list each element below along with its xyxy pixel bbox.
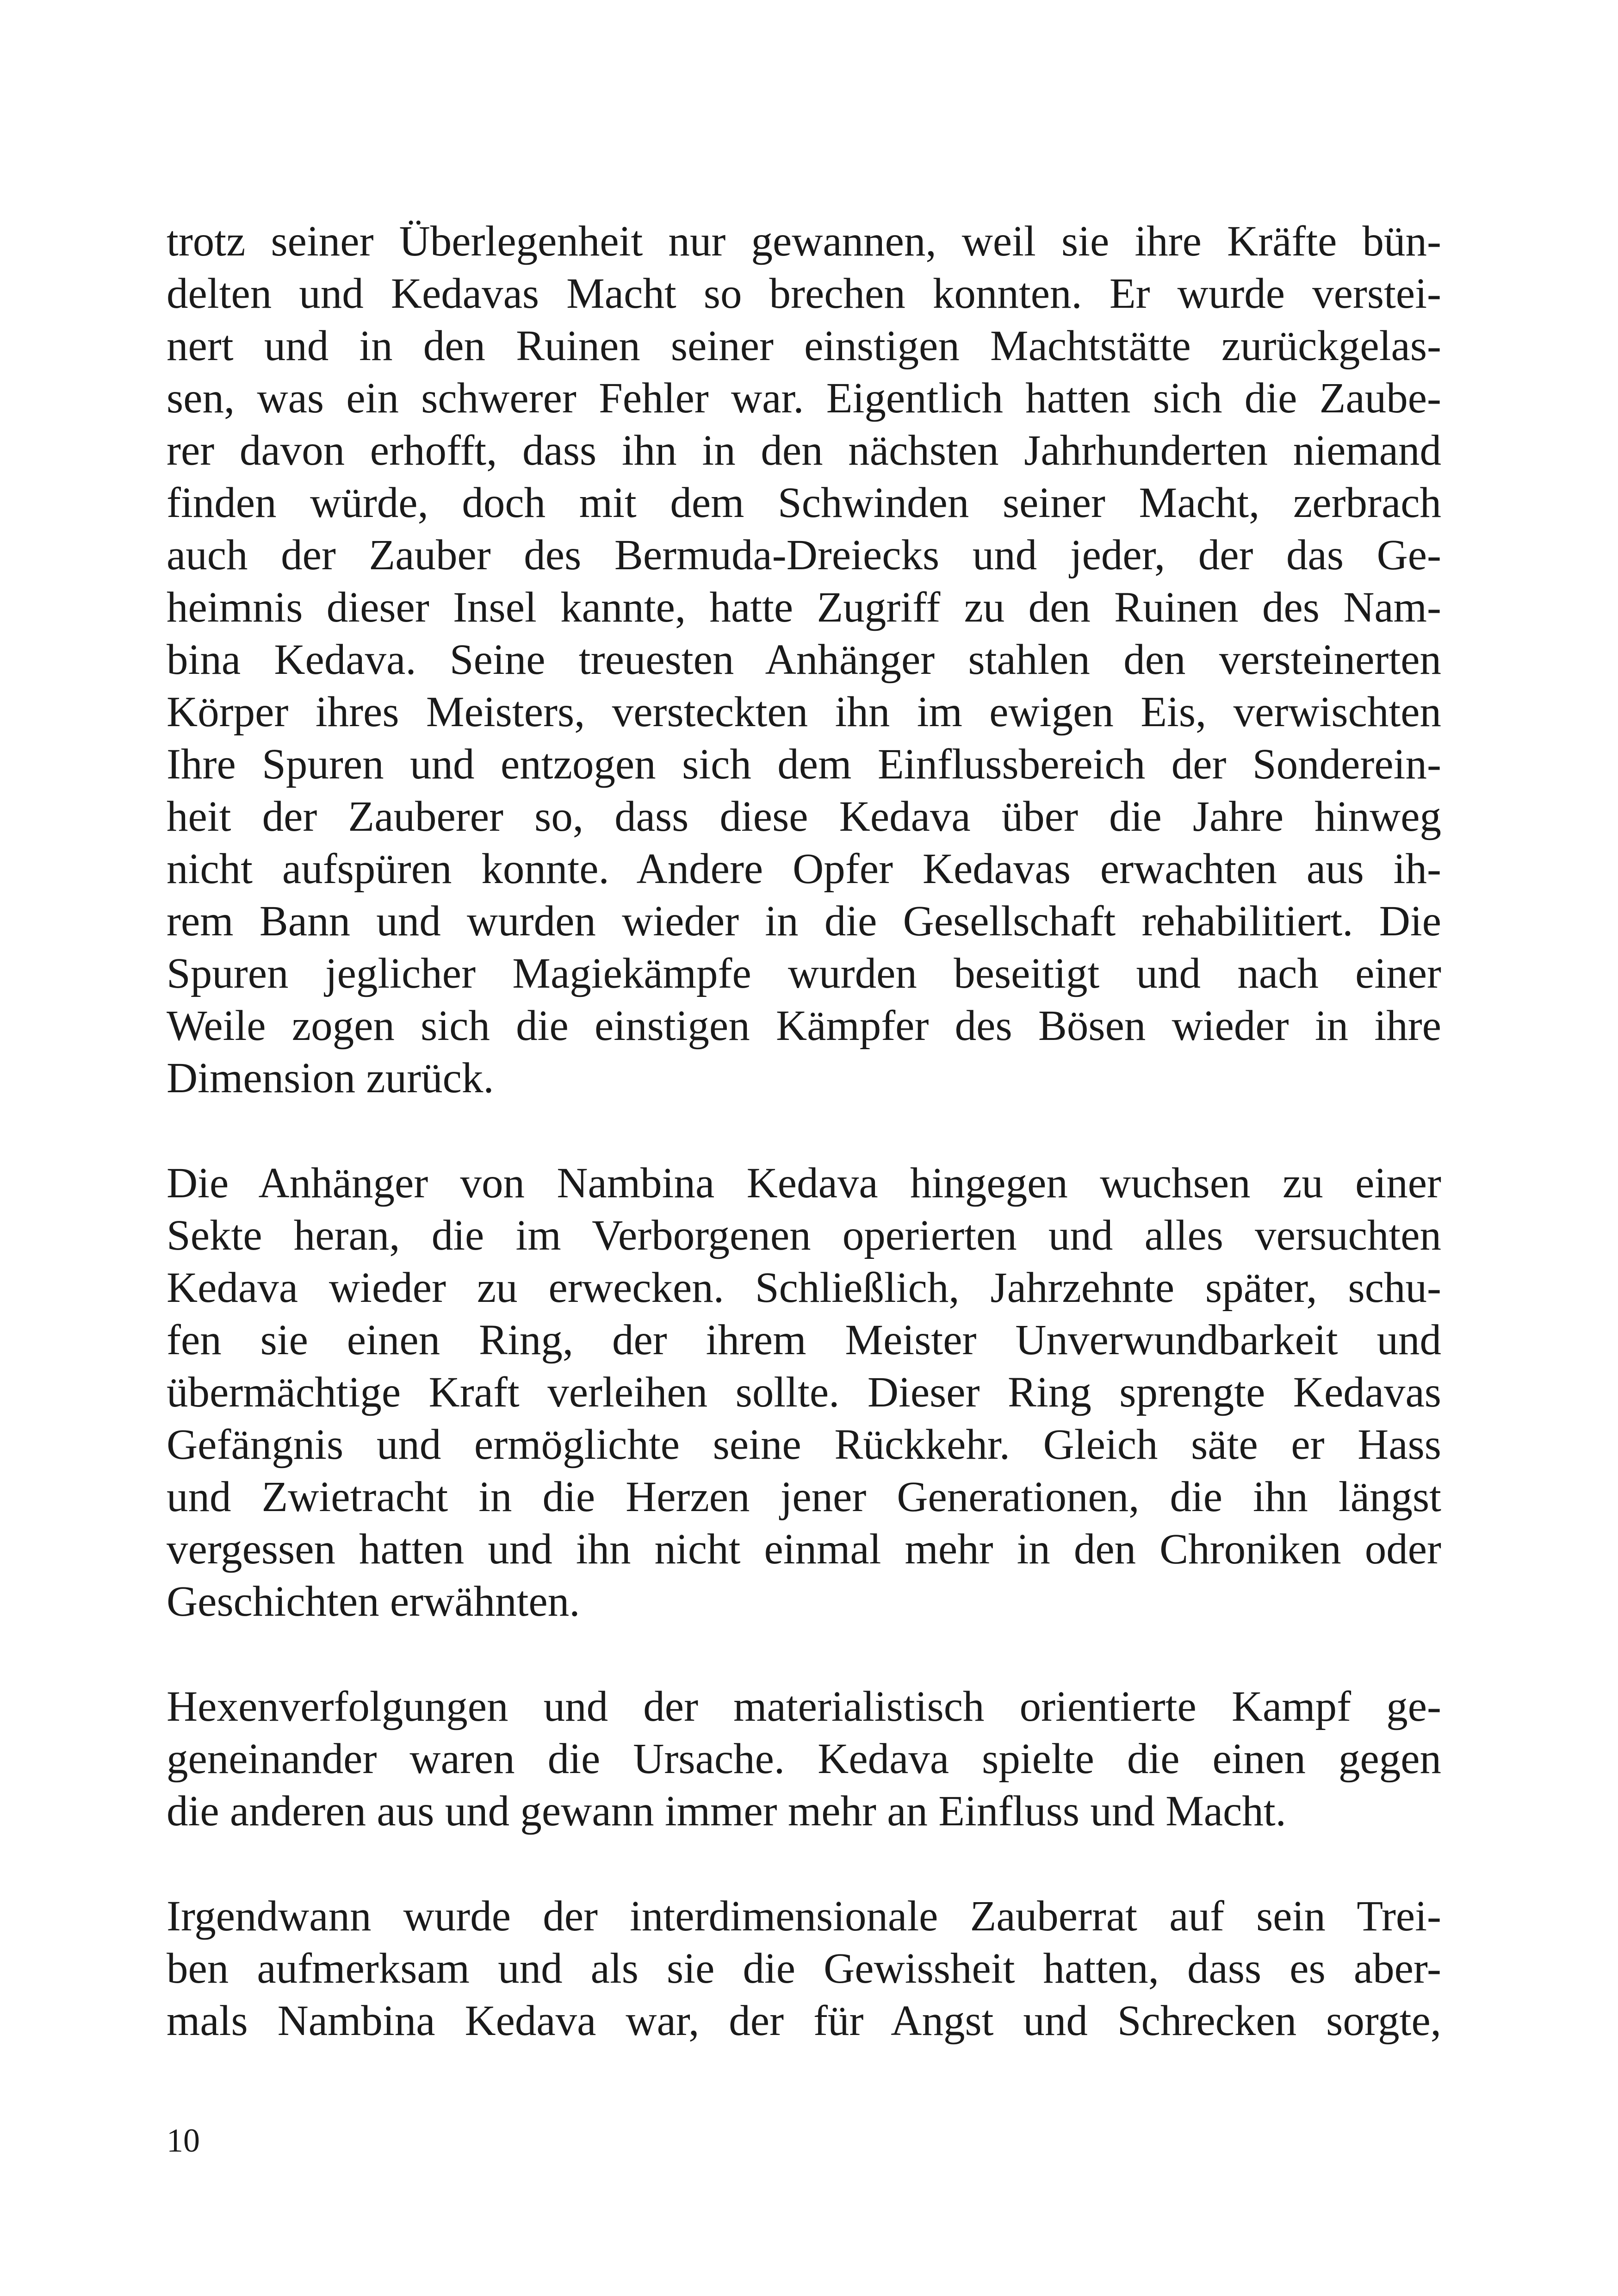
text-line: finden würde, doch mit dem Schwinden seiner Macht, zerbrach xyxy=(167,479,1441,527)
paragraph-gap xyxy=(167,1628,1441,1680)
text-line: Spuren jeglicher Magiekämpfe wurden beseitigt und nach einer xyxy=(167,950,1441,997)
paragraph-1 xyxy=(167,215,1441,1104)
text-line: die anderen aus und gewann immer mehr an Einfluss und Macht. xyxy=(167,1787,1286,1835)
paragraph-2 xyxy=(167,1157,1441,1628)
page-number: 10 xyxy=(167,2122,200,2159)
text-line: Geschichten erwähnten. xyxy=(167,1578,580,1625)
text-line: Ihre Spuren und entzogen sich dem Einflussbereich der Sonderein- xyxy=(167,740,1441,788)
body-text xyxy=(167,215,1441,2047)
text-line: nicht aufspüren konnte. Andere Opfer Kedavas erwachten aus ih- xyxy=(167,845,1441,893)
text-line: Körper ihres Meisters, versteckten ihn im ewigen Eis, verwischten xyxy=(167,688,1441,736)
text-line: delten und Kedavas Macht so brechen konnten. Er wurde verstei- xyxy=(167,270,1441,317)
text-line: heit der Zauberer so, dass diese Kedava über die Jahre hinweg xyxy=(167,793,1441,840)
text-line: Hexenverfolgungen und der materialistisch orientierte Kampf ge- xyxy=(167,1683,1441,1730)
text-line: und Zwietracht in die Herzen jener Generationen, die ihn längst xyxy=(167,1473,1441,1521)
text-line: übermächtige Kraft verleihen sollte. Dieser Ring sprengte Kedavas xyxy=(167,1369,1441,1416)
text-line: Sekte heran, die im Verborgenen operierten und alles versuchten xyxy=(167,1212,1441,1259)
text-line: Weile zogen sich die einstigen Kämpfer des Bösen wieder in ihre xyxy=(167,1002,1441,1050)
text-line: nert und in den Ruinen seiner einstigen Machtstätte zurückgelas- xyxy=(167,322,1441,370)
text-line: auch der Zauber des Bermuda-Dreiecks und jeder, der das Ge- xyxy=(167,531,1441,579)
text-line: vergessen hatten und ihn nicht einmal mehr in den Chroniken oder xyxy=(167,1525,1441,1573)
text-line: mals Nambina Kedava war, der für Angst und Schrecken sorgte, xyxy=(167,1997,1441,2045)
text-line: heimnis dieser Insel kannte, hatte Zugriff zu den Ruinen des Nam- xyxy=(167,584,1441,631)
text-line: bina Kedava. Seine treuesten Anhänger stahlen den versteinerten xyxy=(167,636,1441,684)
text-line: geneinander waren die Ursache. Kedava spielte die einen gegen xyxy=(167,1735,1441,1783)
text-line: fen sie einen Ring, der ihrem Meister Unverwundbarkeit und xyxy=(167,1316,1441,1364)
paragraph-3 xyxy=(167,1680,1441,1837)
text-line: Kedava wieder zu erwecken. Schließlich, Jahrzehnte später, schu- xyxy=(167,1264,1441,1312)
text-line: Die Anhänger von Nambina Kedava hingegen wuchsen zu einer xyxy=(167,1159,1441,1207)
text-line: Irgendwann wurde der interdimensionale Zauberrat auf sein Trei- xyxy=(167,1892,1441,1940)
text-line: ben aufmerksam und als sie die Gewissheit hatten, dass es aber- xyxy=(167,1945,1441,1992)
text-line: sen, was ein schwerer Fehler war. Eigentlich hatten sich die Zaube- xyxy=(167,374,1441,422)
text-line: Dimension zurück. xyxy=(167,1054,494,1102)
paragraph-4 xyxy=(167,1890,1441,2047)
text-line: rem Bann und wurden wieder in die Gesellschaft rehabilitiert. Die xyxy=(167,897,1441,945)
text-line: rer davon erhofft, dass ihn in den nächsten Jahrhunderten niemand xyxy=(167,427,1441,474)
text-line: trotz seiner Überlegenheit nur gewannen, weil sie ihre Kräfte bün- xyxy=(167,218,1441,265)
paragraph-gap xyxy=(167,1104,1441,1157)
text-line: Gefängnis und ermöglichte seine Rückkehr. Gleich säte er Hass xyxy=(167,1421,1441,1468)
paragraph-gap xyxy=(167,1837,1441,1890)
